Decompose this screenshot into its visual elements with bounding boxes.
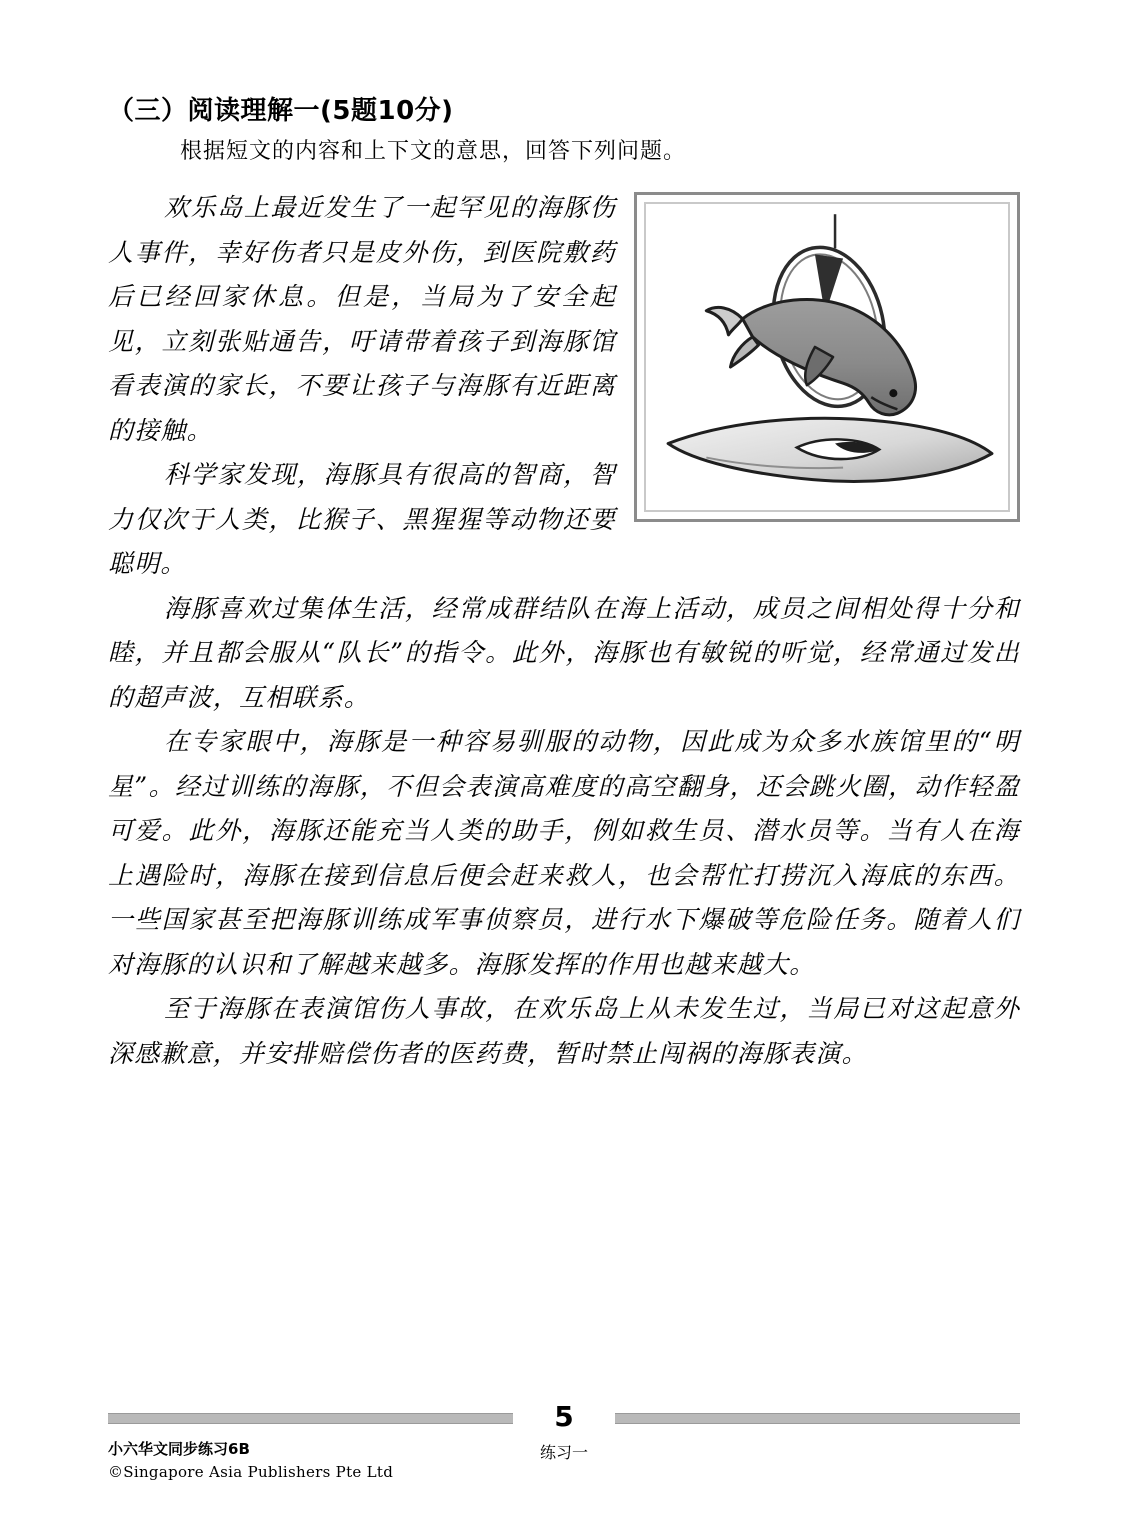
dolphin-jumping-through-hoop-icon — [646, 204, 1008, 510]
passage-paragraph: 科学家发现，海豚具有很高的智商，智力仅次于人类，比猴子、黑猩猩等动物还要聪明。 — [108, 460, 616, 579]
illustration-inner-frame — [644, 202, 1010, 512]
passage-paragraph: 海豚喜欢过集体生活，经常成群结队在海上活动，成员之间相处得十分和睦，并且都会服从“队长”的指令。此外，海豚也有敏锐的听觉，经常通过发出的超声波，互相联系。 — [108, 593, 1020, 712]
page-footer — [108, 1400, 1020, 1510]
dolphin-illustration — [634, 192, 1020, 522]
footer-rule-row — [108, 1400, 1020, 1434]
reading-passage — [108, 186, 1020, 1076]
footer-meta — [108, 1438, 1020, 1498]
illustration-outer-frame — [634, 192, 1020, 522]
page-content — [108, 96, 1020, 1076]
passage-paragraph: 至于海豚在表演馆伤人事故，在欢乐岛上从未发生过，当局已对这起意外深感歉意，并安排赔偿伤者的医药费，暂时禁止闯祸的海豚表演。 — [108, 994, 1020, 1068]
instruction-text: 根据短文的内容和上下文的意思，回答下列问题。 — [180, 139, 687, 165]
footer-book-title: 小六华文同步练习6B — [108, 1440, 250, 1458]
page-number: 5 — [554, 1400, 574, 1433]
section-heading: （三）阅读理解一(5题10分) — [108, 96, 454, 126]
passage-paragraph: 欢乐岛上最近发生了一起罕见的海豚伤人事件，幸好伤者只是皮外伤，到医院敷药后已经回家休息。但是，当局为了安全起见，立刻张贴通告，吁请带着孩子到海豚馆看表演的家长，不要让孩子与海豚有近距离的接触。 — [108, 193, 616, 445]
footer-copyright: ©Singapore Asia Publishers Pte Ltd — [108, 1463, 394, 1482]
footer-exercise-label: 练习一 — [539, 1443, 588, 1462]
passage-paragraph: 在专家眼中，海豚是一种容易驯服的动物，因此成为众多水族馆里的“明星”。经过训练的海豚，不但会表演高难度的高空翻身，还会跳火圈，动作轻盈可爱。此外，海豚还能充当人类的助手，例如救生员、潜水员等。当有人在海上遇险时，海豚在接到信息后便会赶来救人，也会帮忙打捞沉入海底的东西。一些国家甚至把海豚训练成军事侦察员，进行水下爆破等危险任务。随着人们对海豚的认识和了解越来越多。海豚发挥的作用也越来越大。 — [108, 727, 1020, 979]
